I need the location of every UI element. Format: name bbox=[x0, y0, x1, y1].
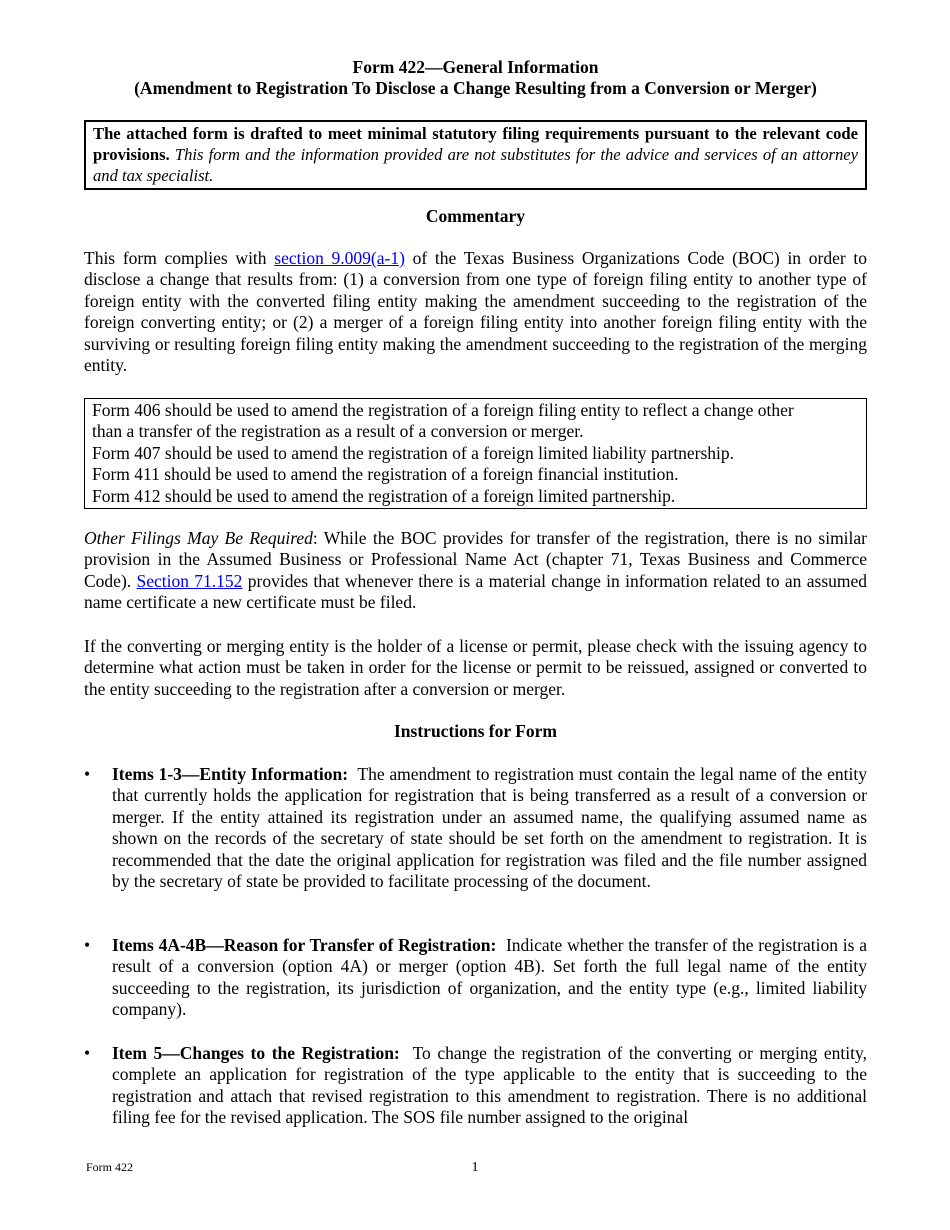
section-71-152-link[interactable]: Section 71.152 bbox=[136, 570, 243, 591]
footer-form-label: Form 422 bbox=[86, 1160, 134, 1174]
license-paragraph: If the converting or merging entity is the holder of a license or permit, please check with the issuing agency to determine what action must be taken in order for the license or permit to be reissued, assigned or converted to the entity succeeding to the registration after a conversion or merger. bbox=[84, 636, 867, 699]
instructions-heading: Instructions for Form bbox=[394, 721, 557, 741]
other-filings-after-link: provides that whenever there is a material change in information related to an assumed name certificate a new certificate must be filed. bbox=[84, 570, 868, 613]
disclaimer-bold-text: The attached form is drafted to meet minimal statutory filing requirements pursuant to the relevant code provisions. bbox=[93, 124, 858, 164]
instruction-body: The amendment to registration must contain the legal name of the entity that currently holds the application for registration that is being transferred as a result of a conversion or merger. If the entity attained its registration under an assumed name, the qualifying assumed name as shown on the records of the secretary of state should be set forth on the amendment to registration. It is recommended that the date the original application for registration was filed and the file number assigned by the secretary of state be provided to facilitate processing of the document. bbox=[112, 764, 868, 892]
related-forms-box bbox=[84, 398, 867, 509]
other-filings-text: : While the BOC provides for transfer of the registration, there is no similar provision in the Assumed Business or Professional Name Act (chapter 71, Texas Business and Commerce Code). bbox=[84, 528, 867, 591]
disclaimer-italic-text: This form and the information provided are not substitutes for the advice and services of an attorney and tax specialist. bbox=[93, 145, 858, 185]
intro-text-after-link: of the Texas Business Organizations Code (BOC) in order to disclose a change that results from: (1) a conversion from one type of foreign filing entity to another type of foreign entity with the converted filing entity making the amendment succeeding to the registration of the foreign converting entity; or (2) a merger of a foreign filing entity into another foreign filing entity with the surviving or resulting foreign filing entity making the amendment succeeding to the registration of the merging entity. bbox=[84, 248, 868, 376]
page-title: Form 422—General Information bbox=[352, 57, 599, 77]
bullet-glyph: • bbox=[84, 935, 91, 955]
related-form-line: than a transfer of the registration as a result of a conversion or merger. bbox=[92, 421, 584, 442]
section-9-009-link[interactable]: section 9.009(a-1) bbox=[274, 248, 405, 268]
page-subtitle: (Amendment to Registration To Disclose a Change Resulting from a Conversion or Merger) bbox=[134, 78, 817, 98]
commentary-intro-paragraph bbox=[84, 248, 867, 376]
page-number: 1 bbox=[471, 1160, 479, 1175]
bullet-glyph: • bbox=[84, 1043, 91, 1063]
instruction-label: Items 4A-4B—Reason for Transfer of Registration: bbox=[112, 935, 497, 955]
disclaimer-box bbox=[84, 120, 867, 190]
related-form-line: Form 407 should be used to amend the registration of a foreign limited liability partnership. bbox=[92, 442, 735, 463]
instruction-label: Item 5—Changes to the Registration: bbox=[112, 1043, 400, 1063]
related-form-line: Form 412 should be used to amend the registration of a foreign limited partnership. bbox=[92, 485, 676, 506]
commentary-heading: Commentary bbox=[425, 206, 526, 226]
other-filings-paragraph bbox=[84, 528, 867, 614]
related-form-line: Form 411 should be used to amend the registration of a foreign financial institution. bbox=[92, 464, 679, 485]
instruction-text bbox=[112, 1043, 867, 1129]
instruction-text bbox=[112, 935, 867, 1021]
related-form-line: Form 406 should be used to amend the registration of a foreign filing entity to reflect a change other bbox=[92, 400, 794, 420]
other-filings-label: Other Filings May Be Required bbox=[84, 528, 313, 548]
instruction-body: Indicate whether the transfer of the registration is a result of a conversion (option 4A) or merger (option 4B). Set forth the full legal name of the entity succeeding to the registration, its jurisdiction of organization, and the entity type (e.g., limited liability company). bbox=[112, 935, 868, 1020]
instruction-label: Items 1-3—Entity Information: bbox=[112, 764, 349, 784]
instruction-text bbox=[112, 764, 867, 892]
instruction-body: To change the registration of the converting or merging entity, complete an application for registration of the type applicable to the entity that is succeeding to the registration and attach that revised registration to this amendment to registration. There is no additional filing fee for the revised application. The SOS file number assigned to the original bbox=[112, 1043, 867, 1128]
bullet-glyph: • bbox=[84, 764, 91, 784]
intro-text-before-link: This form complies with bbox=[84, 248, 267, 268]
